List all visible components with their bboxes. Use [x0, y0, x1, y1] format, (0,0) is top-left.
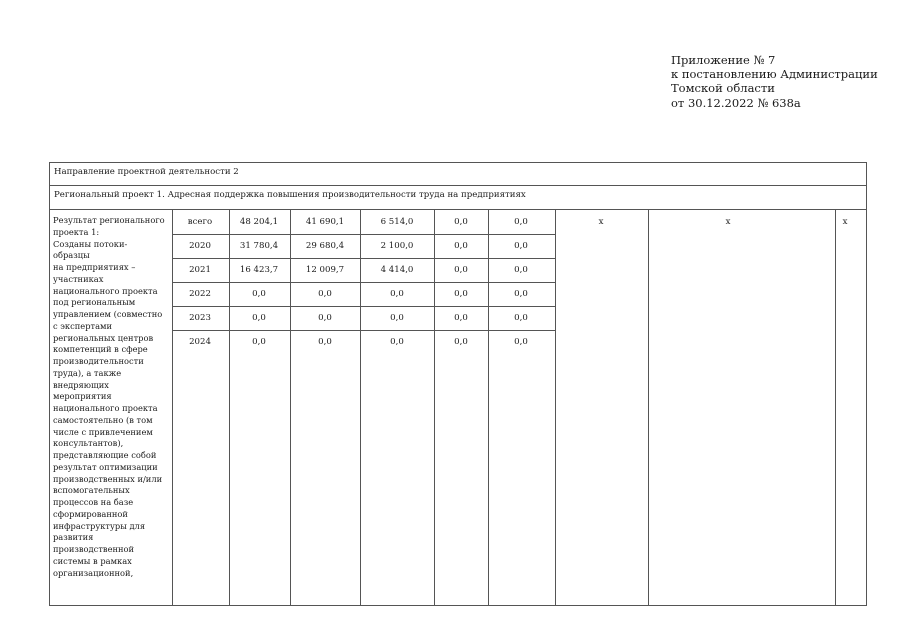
- column-divider: [835, 210, 836, 605]
- value-cell: 29 680,4: [305, 241, 345, 251]
- appendix-header: [671, 53, 886, 110]
- value-cell: 0,0: [514, 265, 528, 275]
- column-divider: [648, 210, 649, 605]
- column-divider: [555, 210, 556, 605]
- year-cell: 2022: [189, 289, 211, 299]
- value-cell: 0,0: [514, 337, 528, 347]
- direction-heading: Направление проектной деятельности 2: [50, 163, 866, 186]
- result-description: Результат регионального проекта 1: Созданы потоки- образцы на предприятиях – участниках национального проекта под региональным управлением (совместно с экспертами региональных центров компетенций в сфере производительности труда), а также внедряющих мероприятия национального проекта самостоятельно (в том числе с привлечением консультантов), представляющие собой результат оптимизации производственных и/или вспомогательных процессов на базе сформированной инфраструктуры для развития производственной системы в рамках организационной,: [53, 215, 165, 578]
- value-cell: 0,0: [390, 337, 404, 347]
- value-cell: 0,0: [514, 241, 528, 251]
- column-divider: [360, 210, 361, 605]
- not-applicable-mark: х: [598, 217, 604, 227]
- year-cell: всего: [187, 217, 213, 227]
- value-cell: 2 100,0: [380, 241, 414, 251]
- appendix-line: от 30.12.2022 № 638а: [671, 95, 801, 110]
- row-divider: [172, 306, 555, 307]
- value-cell: 6 514,0: [380, 217, 414, 227]
- value-cell: 0,0: [454, 265, 468, 275]
- row-divider: [172, 234, 555, 235]
- project-heading: Региональный проект 1. Адресная поддержка повышения производительности труда на предприятиях: [50, 186, 866, 210]
- value-cell: 16 423,7: [239, 265, 279, 275]
- value-cell: 41 690,1: [305, 217, 345, 227]
- appendix-line: Томской области: [671, 81, 775, 96]
- value-cell: 0,0: [252, 289, 266, 299]
- value-cell: 0,0: [454, 337, 468, 347]
- value-cell: 0,0: [454, 289, 468, 299]
- value-cell: 0,0: [318, 313, 332, 323]
- value-cell: 4 414,0: [380, 265, 414, 275]
- value-cell: 0,0: [390, 313, 404, 323]
- value-cell: 0,0: [454, 313, 468, 323]
- row-divider: [172, 258, 555, 259]
- value-cell: 0,0: [454, 217, 468, 227]
- value-cell: 31 780,4: [239, 241, 279, 251]
- row-divider: [172, 330, 555, 331]
- value-cell: 0,0: [252, 313, 266, 323]
- column-divider: [290, 210, 291, 605]
- year-cell: 2024: [189, 337, 211, 347]
- value-cell: 0,0: [318, 289, 332, 299]
- not-applicable-mark: х: [725, 217, 731, 227]
- value-cell: 0,0: [390, 289, 404, 299]
- value-cell: 0,0: [514, 289, 528, 299]
- value-cell: 0,0: [454, 241, 468, 251]
- year-cell: 2023: [189, 313, 211, 323]
- value-cell: 0,0: [514, 217, 528, 227]
- funding-table: [49, 162, 867, 606]
- year-cell: 2021: [189, 265, 211, 275]
- value-cell: 12 009,7: [305, 265, 345, 275]
- value-cell: 0,0: [252, 337, 266, 347]
- not-applicable-mark: х: [842, 217, 848, 227]
- value-cell: 0,0: [318, 337, 332, 347]
- appendix-line: к постановлению Администрации: [671, 67, 878, 82]
- year-cell: 2020: [189, 241, 211, 251]
- value-cell: 48 204,1: [239, 217, 279, 227]
- row-divider: [172, 282, 555, 283]
- value-cell: 0,0: [514, 313, 528, 323]
- appendix-line: Приложение № 7: [671, 53, 776, 67]
